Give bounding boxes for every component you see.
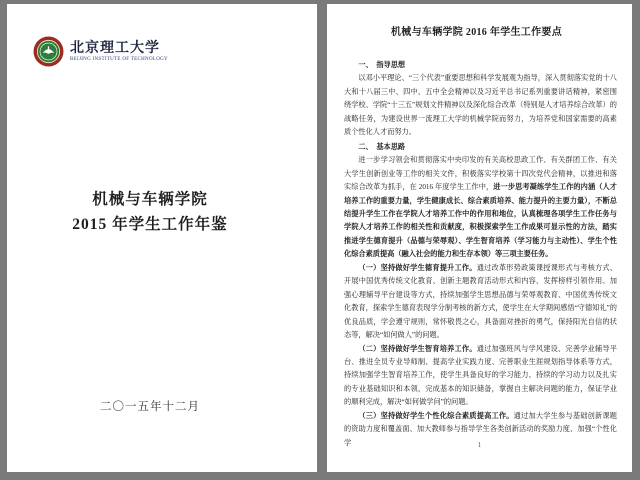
text-run: 以邓小平理论、“三个代表”重要思想和科学发展观为指导，深入贯彻落实党的十八大和十八届三中、四中、五中全会精神以及习近平总书记系列重要讲话精神，紧密围绕学校、学院“十三五”规划文件精神以及深化综合改革（特别是人才培养综合改革）的战略任务，为建设世界一流理工大学的机械学院而努力，为培养党和国家需要的高素质个性化人才而努力。 [344,74,617,137]
document-title: 机械与车辆学院 2016 年学生工作要点 [391,27,562,38]
body-paragraph [344,343,617,410]
text-run: 通过改革形势政策课授课形式与考核方式、开展中国优秀传统文化教育、创新主题教育活动形式和内容、发挥榜样引领作用、加强心理辅导平台建设等方式，持续加强学生思想品德与荣辱观教育、中国优秀传统文化教育，探索学生德育表现学分制考核的新方式，使学生在大学期间感悟“守德知礼”的优良品质，学会遵守规则，常怀敬畏之心，具备面对挫折的勇气，保持阳光自信的状态等，解决“如何做人”的问题。 [344,263,617,340]
university-name-cn: 北京理工大学 [70,40,160,56]
section-heading [344,59,617,72]
bold-text-run: （一）坚持做好学生德育提升工作。 [358,263,477,272]
body-paragraph [344,72,617,139]
section-heading [344,141,617,154]
body-paragraph [344,154,617,262]
university-emblem-icon [33,36,64,67]
bold-text-run: 一、 指导思想 [358,61,406,69]
content-page [327,4,632,472]
bold-text-run: 二、 基本思路 [358,142,406,151]
cover-date: 二〇一五年十二月 [100,401,200,413]
bold-text-run: 进一步思考凝练学生工作的内涵（人才培养工作的重要力量，学生健康成长、综合素质培养、能力提升的主要力量），不断总结提升学生工作在学院人才培养工作中的作用和地位，认真梳理各项学生工作任务与学院人才培养工作的相关性和贡献度，积极探索学生工作成果可显示性的方法，踏实推进学生德育提升（品德与荣辱观）、学生智育培养（学习能力与主动性）、学生个性化综合素质提高（融入社会的能力和生存本领）等三项主要任务。 [344,183,617,259]
university-logo [33,36,168,67]
cover-title-line1: 机械与车辆学院 [92,191,208,208]
document-body [344,58,617,450]
cover-title-line2: 2015 年学生工作年鉴 [72,216,228,233]
cover-page [7,4,317,472]
text-run: 进一步学习领会和贯彻落实中央印发的有关高校思政工作、有关群团工作、有关大学生创新创业等工作的相关文件，积极落实学校第十四次党代会精神，以推进和落实综合改革为抓手，在 2016 年度学生工作中， [344,156,617,192]
bold-text-run: （二）坚持做好学生智育培养工作。 [358,344,477,353]
text-run: 通过加大学生参与基础创新课题的资助力度和覆盖面、加大教师参与指导学生各类创新活动的奖励力度、加强“个性化学 [344,411,617,447]
cover-title [7,187,293,237]
text-run: 通过加强班风与学风建设、完善学业辅导平台、推进全员专业导师制、提高学业实践力度、完善职业生涯规划指导体系等方式，持续加强学生智育培养工作，使学生具备良好的学习能力、持续的学习动力以及扎实的专业基础知识和本领，完成基本的知识储备，掌握自主解决问题的能力，保证学业的顺利完成，解决“如何做学问”的问题。 [344,344,617,407]
bold-text-run: （三）坚持做好学生个性化综合素质提高工作。 [358,411,514,420]
university-name-en: BEIJING INSTITUTE OF TECHNOLOGY [70,56,168,62]
university-logo-text [70,41,168,63]
body-paragraph [344,262,617,343]
page-number: 1 [477,441,482,449]
